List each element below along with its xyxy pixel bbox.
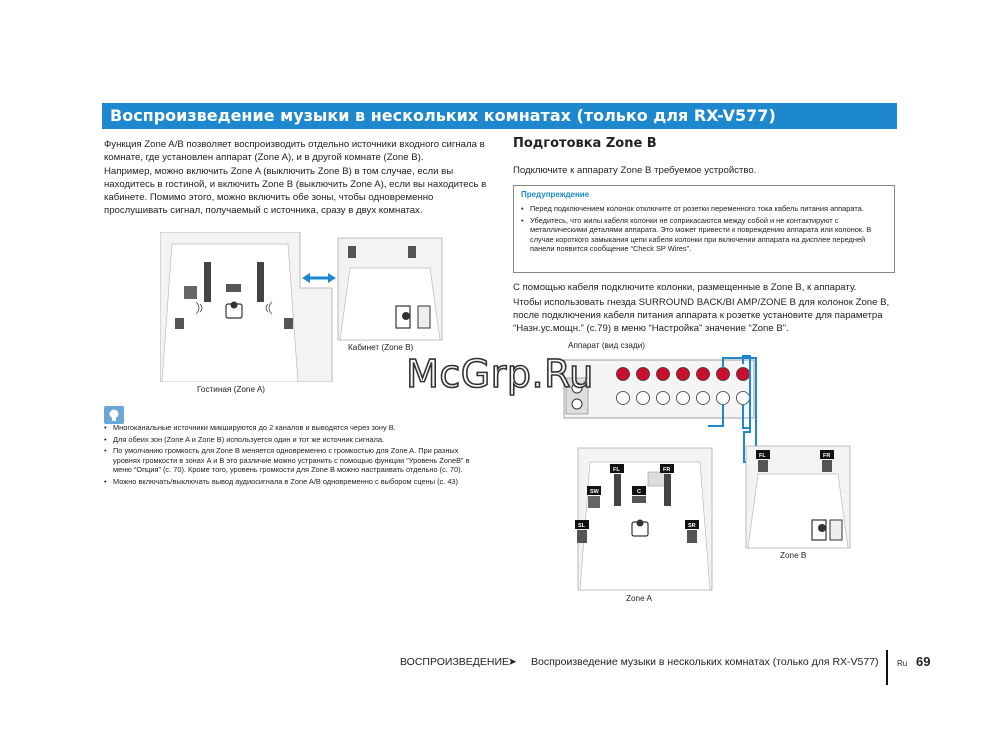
footer-section: ВОСПРОИЗВЕДЕНИЕ [400,656,510,668]
intro-paragraph-1: Функция Zone A/B позволяет воспроизводить отдельно источники входного сигнала в комнате, где установлен аппарат (Zone A), и в другой комнате (Zone B). [104,139,485,163]
study-room-drawing [338,238,442,340]
intro-paragraph-2: Например, можно включить Zone A (выключить Zone B) в том случае, если вы находитесь в гостиной, и включить Zone B (выключить Zone A), если вы находитесь в кабинете. Помимо этого, можно включить обе зоны, чтобы одновременно прослушивать сигнал, получаемый с источника, сразу в двух комнатах. [104,166,487,216]
note-item: • Многоканальные источники микшируются до 2 каналов и выводятся через зону B. [104,423,474,433]
tag-zone-b-fl: FL [759,453,766,459]
footer-arrow-icon: ➤ [508,656,517,668]
study-label: Кабинет (Zone B) [348,343,414,352]
connect-paragraph-2: Чтобы использовать гнезда SURROUND BACK/BI AMP/ZONE B для колонок Zone B, после подключения кабеля питания аппарата к розетке установите для параметра “Назн.ус.мощн.” (c.79) в меню “Настройка” значение “Zone B”. [513,297,890,334]
zone-a-label: Zone A [626,594,652,603]
section-heading: Подготовка Zone B [513,136,657,151]
zone-a-room [575,448,712,590]
note-item: • Для обеих зон (Zone A и Zone B) используется один и тот же источник сигнала. [104,435,474,445]
section-banner [102,103,897,129]
connect-paragraph-1: С помощью кабеля подключите колонки, размещенные в Zone B, к аппарату. [513,282,857,293]
footer-language: Ru [897,659,908,668]
living-room-label: Гостиная (Zone A) [197,385,266,394]
note-item: • По умолчанию громкость для Zone B меняется одновременно с громкостью для Zone A. При разных уровнях громкости в зонах A и B это различие можно устранить с помощью функции “Уровень ZoneB” в меню “Опция” (c. 70). Кроме того, уровень громкости для Zone B можно настраивать отдельно (c. 70). [104,446,474,475]
tag-c: C [637,489,641,495]
page-number: 69 [916,654,931,669]
tag-sr: SR [688,523,696,529]
note-item: • Можно включать/выключать вывод аудиосигнала в Zone A/B одновременно с выбором сцены (c. 43) [104,477,474,487]
zone-b-label: Zone B [780,551,807,560]
warning-title: Предупреждение [521,190,590,199]
notes-list [104,423,474,489]
tag-sl: SL [578,523,586,529]
tag-fl: FL [613,467,620,473]
zone-b-room [746,446,850,548]
note-icon [104,406,124,424]
warning-box [513,185,895,273]
tag-fr: FR [663,467,671,473]
rear-view-label: Аппарат (вид сзади) [568,341,646,350]
tag-sw: SW [590,489,599,495]
connect-intro: Подключите к аппарату Zone B требуемое устройство. [513,165,757,176]
warning-item: • Убедитесь, что жилы кабеля колонки не соприкасаются между собой и не контактируют с металлическими деталями аппарата. Это может привести к повреждению аппарата или колонок. В случае короткого замыкания цепи кабеля колонки при включении аппарата на дисплее передней панели появится сообщение “Check SP Wires”. [521,216,887,254]
double-arrow-icon [302,273,336,283]
footer-divider [886,650,888,685]
banner-title: Воспроизведение музыки в нескольких комнатах (только для RX-V577) [110,106,776,125]
tag-zone-b-fr: FR [823,453,831,459]
watermark: McGrp.Ru [406,352,594,396]
warning-item: • Перед подключением колонок отключите от розетки переменного тока кабель питания аппарата. [521,204,887,214]
footer-title: Воспроизведение музыки в нескольких комнатах (только для RX-V577) [531,656,879,668]
